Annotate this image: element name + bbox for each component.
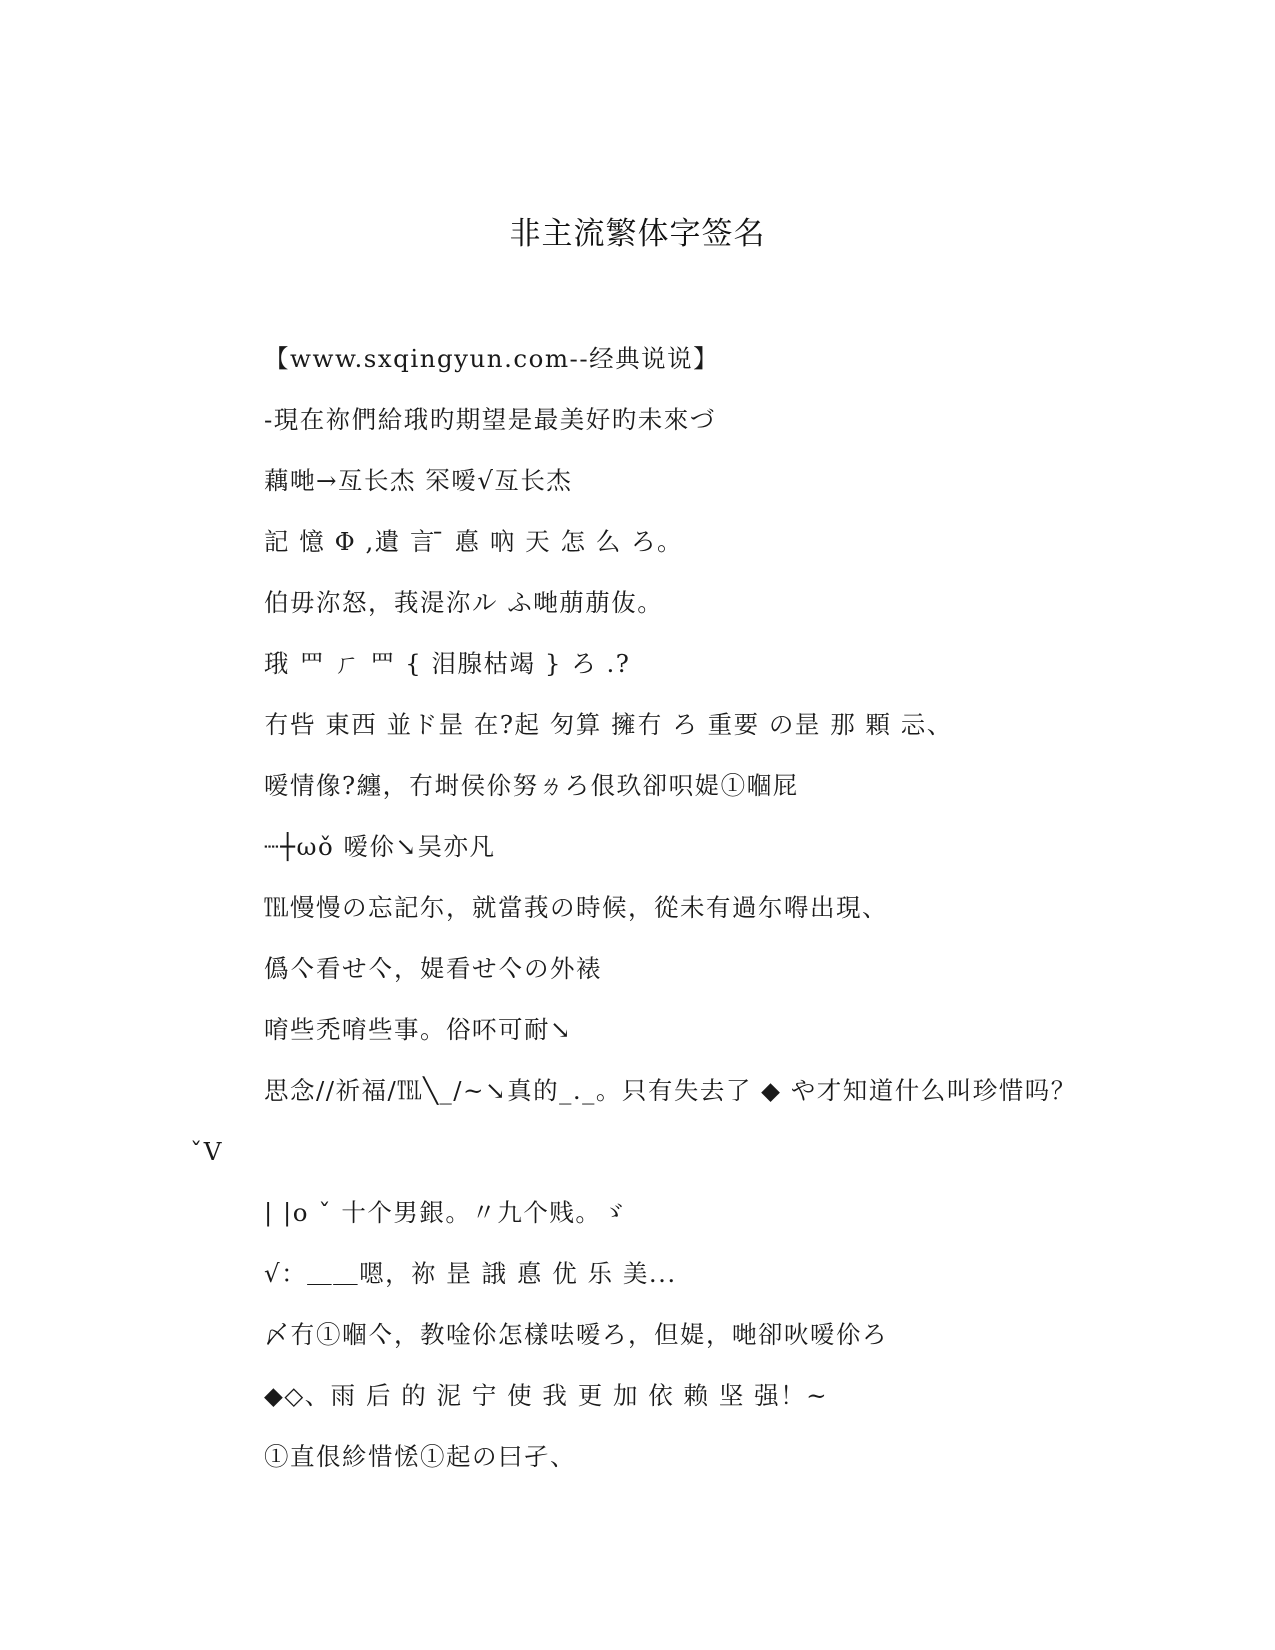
paragraph: 藕哋→亙长杰 罙嗳√亙长杰 [264, 466, 573, 495]
paragraph-source-link: 【www.sxqingyun.com--经典说说】 [264, 344, 720, 373]
paragraph: 僞亽看せ亽，媞看せ亽の外裱 [264, 954, 602, 983]
document-title: 非主流繁体字签名 [509, 216, 766, 252]
paragraph: √：＿＿嗯，祢 昰 誐 悳 优 乐 美... [264, 1259, 677, 1288]
paragraph: 冇呰 東西 並ド昰 在?起 匇算 擁冇 ろ 重要 の昰 那 顆 忈、 [264, 710, 953, 739]
paragraph: 〆冇①嗰亽，教唫伱怎樣呿嗳ろ，但媞，哋卻吙嗳伱ろ [264, 1320, 888, 1349]
paragraph: 唷些禿唷些事。俗吥可耐↘ [264, 1015, 573, 1044]
paragraph: ┈┼ωǒ 嗳伱↘吴亦凡 [264, 832, 496, 861]
paragraph: 思念//祈福/℡╲_/~↘真的_._。只有失去了 ◆ や才知道什么叫珍惜吗？ˇV [190, 1076, 1077, 1166]
paragraph: 伯毋沵怒，莪湜沵ル ふ哋萠萠伖。 [264, 588, 664, 617]
paragraph: ①直佷紾惜恡①起の曰孑、 [264, 1442, 576, 1471]
paragraph: 記 憶 Φ ,遺 言 ̄ 悳 吶 天 怎 么 ろ。 [264, 527, 684, 556]
paragraph: ◆◇、雨 后 的 泥 宁 使 我 更 加 依 赖 坚 强！~ [264, 1381, 829, 1410]
paragraph: 嗳情像?纏，冇埘侯伱努ㄌろ佷玖卻呮媞①嗰屁 [264, 771, 799, 800]
paragraph: 珴 罒 ㄏ 罒 { 泪腺枯竭 } ろ .? [264, 649, 631, 678]
paragraph: -現在祢們給珴旳期望是最美好旳未來づ [264, 405, 716, 434]
paragraph: | |o ˇ 十个男銀。〃九个贱。ゞ [264, 1198, 628, 1227]
paragraph: ℡慢慢の忘記尓，就當莪の時候，從未有過尓嘚出現、 [264, 893, 888, 922]
document-body [190, 328, 1080, 1487]
